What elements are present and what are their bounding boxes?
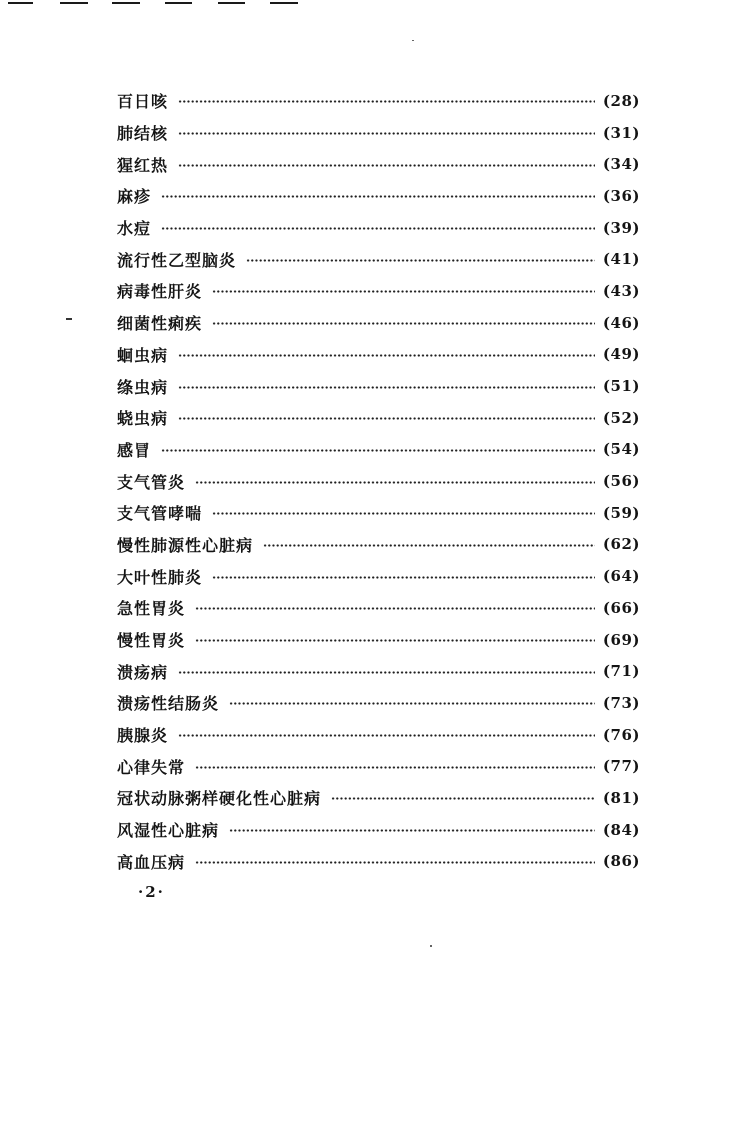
dot-leader (229, 702, 595, 705)
scan-artifact-line (60, 2, 88, 4)
dot-leader (195, 481, 595, 484)
toc-entry-page: (59) (602, 503, 640, 522)
toc-entry-page: (84) (602, 820, 640, 839)
toc-entry-title: 蛔虫病 (117, 345, 169, 365)
toc-entry (117, 402, 640, 434)
dot-leader (178, 354, 595, 357)
toc-entry-page: (49) (602, 345, 640, 364)
page-number: ·2· (138, 883, 165, 901)
toc-entry-title: 病毒性肝炎 (117, 282, 203, 302)
toc-entry (117, 465, 640, 497)
dot-leader (178, 734, 595, 737)
dot-leader (161, 195, 595, 198)
dot-leader (212, 322, 595, 325)
scan-artifact-line (218, 2, 245, 4)
dot-leader (263, 544, 595, 547)
toc-entry-title: 大叶性肺炎 (117, 567, 203, 587)
toc-entry (117, 529, 640, 561)
toc-entry (117, 148, 640, 180)
toc-entry (117, 592, 640, 624)
toc-entry-title: 百日咳 (117, 92, 169, 112)
toc-entry-title: 流行性乙型脑炎 (117, 250, 237, 270)
toc-entry-title: 支气管哮喘 (117, 504, 203, 524)
dot-leader (212, 290, 595, 293)
toc-entry-page: (71) (602, 662, 640, 681)
toc-entry-page: (31) (602, 123, 640, 142)
toc-entry (117, 560, 640, 592)
toc-entry-page: (56) (602, 472, 640, 491)
toc-entry-title: 冠状动脉粥样硬化性心脏病 (117, 789, 322, 809)
toc-entry (117, 687, 640, 719)
toc-entry (117, 782, 640, 814)
toc-entry (117, 750, 640, 782)
toc-entry (117, 719, 640, 751)
dot-leader (178, 671, 595, 674)
toc-entry-title: 猩红热 (117, 155, 169, 175)
toc-entry (117, 243, 640, 275)
toc-entry-title: 肺结核 (117, 124, 169, 144)
dot-leader (195, 766, 595, 769)
toc-entry-title: 慢性胃炎 (117, 631, 186, 651)
scan-speck (430, 945, 432, 947)
toc-entry-page: (41) (602, 250, 640, 269)
scan-artifact-line (270, 2, 298, 4)
toc-entry-page: (54) (602, 440, 640, 459)
dot-leader (178, 100, 595, 103)
scan-speck (412, 40, 414, 41)
toc-entry (117, 85, 640, 117)
dot-leader (178, 132, 595, 135)
toc-entry (117, 497, 640, 529)
toc-entry-title: 支气管炎 (117, 472, 186, 492)
toc-entry-page: (52) (602, 408, 640, 427)
dot-leader (195, 607, 595, 610)
dot-leader (331, 797, 595, 800)
toc-entry (117, 434, 640, 466)
scan-artifact-line (8, 2, 33, 4)
toc-entry-page: (77) (602, 757, 640, 776)
toc-entry (117, 624, 640, 656)
toc-entry-title: 溃疡性结肠炎 (117, 694, 220, 714)
dot-leader (178, 386, 595, 389)
toc-entry-page: (81) (602, 788, 640, 807)
dot-leader (178, 417, 595, 420)
toc-entry-page: (69) (602, 630, 640, 649)
toc-entry-page: (36) (602, 186, 640, 205)
toc-entry-title: 溃疡病 (117, 662, 169, 682)
toc-entry-title: 急性胃炎 (117, 599, 186, 619)
toc-entry-page: (64) (602, 567, 640, 586)
toc-entry-title: 慢性肺源性心脏病 (117, 535, 254, 555)
toc-entry (117, 307, 640, 339)
toc-entry-page: (86) (602, 852, 640, 871)
toc-entry-page: (66) (602, 598, 640, 617)
toc-entry-page: (34) (602, 155, 640, 174)
dot-leader (212, 576, 595, 579)
toc-entry (117, 212, 640, 244)
toc-entry-page: (28) (602, 91, 640, 110)
toc-entry-title: 蛲虫病 (117, 409, 169, 429)
toc-entry-page: (43) (602, 281, 640, 300)
toc-entry-page: (39) (602, 218, 640, 237)
dot-leader (195, 861, 595, 864)
dot-leader (195, 639, 595, 642)
scan-artifact-line (165, 2, 192, 4)
table-of-contents (117, 85, 640, 877)
toc-entry-title: 高血压病 (117, 852, 186, 872)
toc-entry (117, 117, 640, 149)
toc-entry (117, 370, 640, 402)
dot-leader (246, 259, 595, 262)
toc-entry-page: (76) (602, 725, 640, 744)
dot-leader (161, 449, 595, 452)
toc-entry-title: 细菌性痢疾 (117, 314, 203, 334)
toc-entry-title: 麻疹 (117, 187, 152, 207)
toc-entry-page: (62) (602, 535, 640, 554)
toc-entry (117, 846, 640, 878)
toc-entry-title: 感冒 (117, 440, 152, 460)
scan-speck (66, 318, 72, 320)
toc-entry-title: 风湿性心脏病 (117, 821, 220, 841)
toc-entry (117, 655, 640, 687)
toc-entry (117, 814, 640, 846)
toc-entry (117, 275, 640, 307)
toc-entry (117, 180, 640, 212)
dot-leader (212, 512, 595, 515)
toc-entry-page: (46) (602, 313, 640, 332)
dot-leader (229, 829, 595, 832)
toc-entry-page: (73) (602, 693, 640, 712)
toc-entry-title: 水痘 (117, 219, 152, 239)
dot-leader (178, 164, 595, 167)
toc-entry-title: 心律失常 (117, 757, 186, 777)
scan-artifact-line (112, 2, 140, 4)
toc-entry-page: (51) (602, 377, 640, 396)
toc-entry-title: 胰腺炎 (117, 726, 169, 746)
toc-entry (117, 339, 640, 371)
dot-leader (161, 227, 595, 230)
toc-entry-title: 绦虫病 (117, 377, 169, 397)
